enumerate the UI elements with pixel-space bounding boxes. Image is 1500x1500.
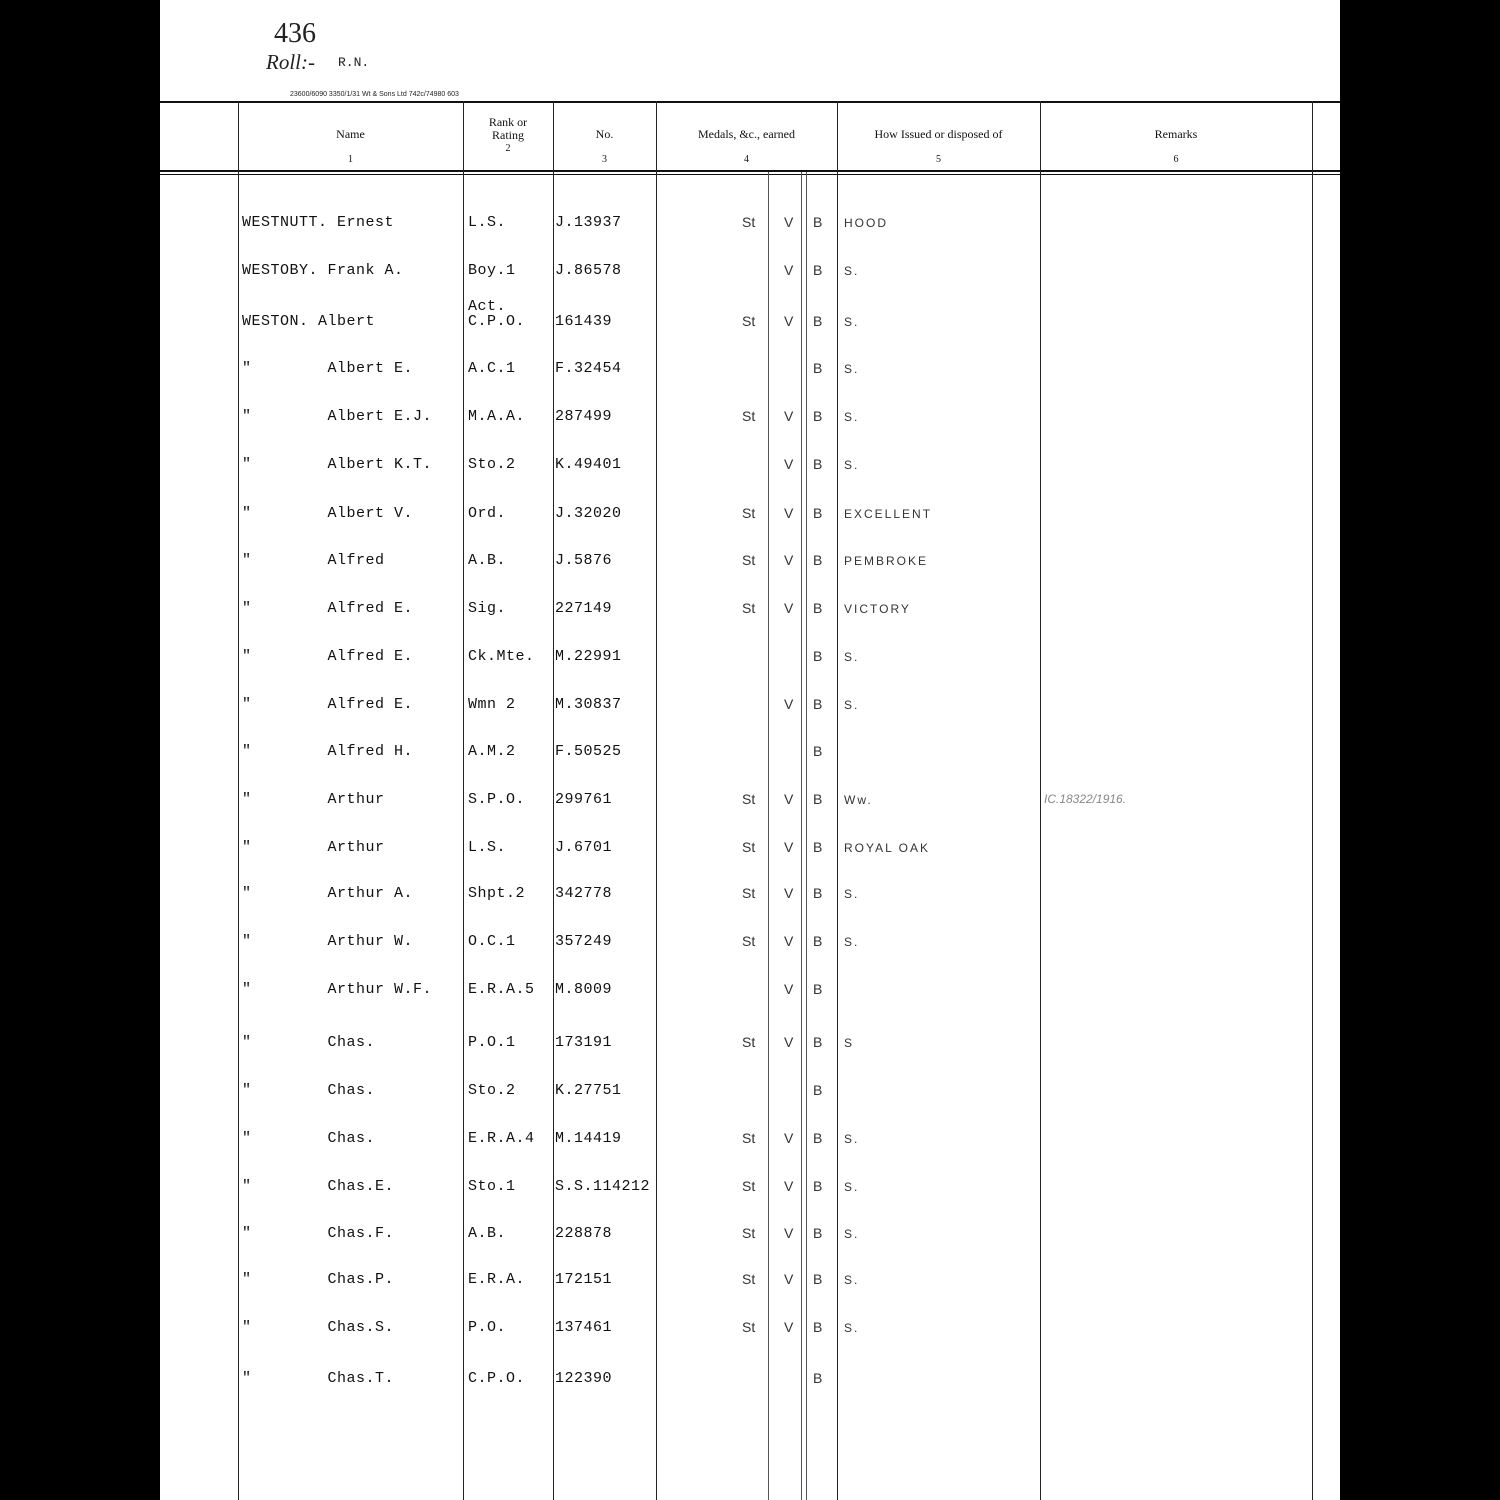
medal-roll-sheet [160, 0, 1340, 1500]
entry-name: " Alfred H. [242, 743, 414, 760]
entry-name: WESTON. Albert [242, 313, 376, 330]
entry-rank: Wmn 2 [468, 696, 516, 713]
col-rule [837, 101, 838, 1500]
medal-star: St [742, 505, 756, 521]
entry-name: " Arthur [242, 791, 385, 808]
print-code: 23600/6090 3350/1/31 Wt & Sons Ltd 742c/74980 603 [290, 91, 459, 98]
medal-victory: V [784, 885, 794, 901]
medal-star: St [742, 791, 756, 807]
medal-british-war: B [813, 313, 823, 329]
medal-star: St [742, 839, 756, 855]
entry-number: M.30837 [555, 696, 622, 713]
entry-number: K.49401 [555, 456, 622, 473]
entry-name: " Chas. [242, 1082, 376, 1099]
medal-star: St [742, 933, 756, 949]
entry-rank: S.P.O. [468, 791, 526, 808]
medal-star: St [742, 885, 756, 901]
medal-british-war: B [813, 791, 823, 807]
entry-rank: A.B. [468, 552, 507, 569]
col-header-name: Name 1 [336, 127, 365, 165]
entry-name: " Chas.E. [242, 1178, 395, 1195]
medal-british-war: B [813, 885, 823, 901]
medal-subcol-rule [806, 172, 807, 1500]
medal-british-war: B [813, 743, 823, 759]
entry-rank: P.O. [468, 1319, 507, 1336]
medal-victory: V [784, 839, 794, 855]
medal-star: St [742, 1130, 756, 1146]
entry-number: J.32020 [555, 505, 622, 522]
entry-number: 227149 [555, 600, 613, 617]
entry-name: " Chas.T. [242, 1370, 395, 1387]
entry-number: 299761 [555, 791, 613, 808]
entry-number: 137461 [555, 1319, 613, 1336]
medal-victory: V [784, 1225, 794, 1241]
entry-rank: Sto.2 [468, 1082, 516, 1099]
entry-name: " Alfred E. [242, 696, 414, 713]
entry-disposal: S. [844, 410, 860, 424]
entry-number: J.13937 [555, 214, 622, 231]
medal-british-war: B [813, 456, 823, 472]
entry-number: 342778 [555, 885, 613, 902]
medal-british-war: B [813, 648, 823, 664]
entry-disposal: Ww. [844, 793, 873, 807]
entry-number: M.22991 [555, 648, 622, 665]
entry-name: " Albert E.J. [242, 408, 433, 425]
medal-victory: V [784, 313, 794, 329]
medal-victory: V [784, 791, 794, 807]
medal-british-war: B [813, 360, 823, 376]
entry-number: F.50525 [555, 743, 622, 760]
entry-name: " Chas.F. [242, 1225, 395, 1242]
entry-rank: E.R.A.5 [468, 981, 535, 998]
medal-victory: V [784, 505, 794, 521]
medal-star: St [742, 552, 756, 568]
medal-subcol-rule [801, 172, 802, 1500]
entry-number: J.5876 [555, 552, 613, 569]
entry-name: WESTNUTT. Ernest [242, 214, 395, 231]
medal-star: St [742, 313, 756, 329]
medal-star: St [742, 408, 756, 424]
entry-rank: Ck.Mte. [468, 648, 535, 665]
medal-british-war: B [813, 408, 823, 424]
entry-rank: Boy.1 [468, 262, 516, 279]
medal-british-war: B [813, 1178, 823, 1194]
entry-name: " Alfred E. [242, 600, 414, 617]
entry-rank: P.O.1 [468, 1034, 516, 1051]
entry-rank: A.B. [468, 1225, 507, 1242]
medal-british-war: B [813, 696, 823, 712]
medal-star: St [742, 1178, 756, 1194]
entry-name: " Alfred E. [242, 648, 414, 665]
entry-number: 173191 [555, 1034, 613, 1051]
col-header-disposal: How Issued or disposed of 5 [874, 127, 1003, 165]
col-header-number: No. 3 [595, 127, 614, 165]
entry-rank-prefix: Act. [468, 298, 507, 315]
medal-british-war: B [813, 981, 823, 997]
entry-number: K.27751 [555, 1082, 622, 1099]
entry-name: WESTOBY. Frank A. [242, 262, 404, 279]
entry-rank: C.P.O. [468, 313, 526, 330]
entry-disposal: PEMBROKE [844, 554, 929, 568]
medal-victory: V [784, 1034, 794, 1050]
medal-star: St [742, 1225, 756, 1241]
entry-disposal: VICTORY [844, 602, 911, 616]
entry-name: " Chas.P. [242, 1271, 395, 1288]
entry-number: 161439 [555, 313, 613, 330]
entry-number: 357249 [555, 933, 613, 950]
entry-name: " Arthur W. [242, 933, 414, 950]
col-rule [463, 101, 464, 1500]
entry-rank: L.S. [468, 214, 507, 231]
medal-victory: V [784, 1271, 794, 1287]
medal-star: St [742, 214, 756, 230]
entry-number: J.86578 [555, 262, 622, 279]
col-header-rank: Rank or Rating 2 [488, 115, 528, 154]
medal-british-war: B [813, 214, 823, 230]
entry-name: " Chas. [242, 1034, 376, 1051]
entry-name: " Arthur A. [242, 885, 414, 902]
entry-rank: E.R.A.4 [468, 1130, 535, 1147]
entry-disposal: S. [844, 1273, 860, 1287]
medal-british-war: B [813, 552, 823, 568]
entry-name: " Chas. [242, 1130, 376, 1147]
entry-rank: C.P.O. [468, 1370, 526, 1387]
entry-name: " Albert K.T. [242, 456, 433, 473]
entry-rank: E.R.A. [468, 1271, 526, 1288]
entry-name: " Alfred [242, 552, 385, 569]
entry-number: 122390 [555, 1370, 613, 1387]
medal-british-war: B [813, 1319, 823, 1335]
entry-number: 228878 [555, 1225, 613, 1242]
entry-number: M.8009 [555, 981, 613, 998]
header-rule [160, 170, 1340, 172]
medal-victory: V [784, 1178, 794, 1194]
medal-british-war: B [813, 1034, 823, 1050]
medal-victory: V [784, 456, 794, 472]
page-number: 436 [274, 18, 316, 49]
entry-rank: Shpt.2 [468, 885, 526, 902]
entry-number: J.6701 [555, 839, 613, 856]
entry-rank: M.A.A. [468, 408, 526, 425]
medal-british-war: B [813, 1225, 823, 1241]
medal-star: St [742, 1271, 756, 1287]
medal-victory: V [784, 1130, 794, 1146]
header-rule-thin [160, 174, 1340, 175]
roll-value: R.N. [338, 55, 370, 70]
entry-name: " Chas.S. [242, 1319, 395, 1336]
medal-british-war: B [813, 839, 823, 855]
entry-disposal: S. [844, 315, 860, 329]
col-rule [553, 101, 554, 1500]
medal-victory: V [784, 552, 794, 568]
entry-number: M.14419 [555, 1130, 622, 1147]
medal-victory: V [784, 600, 794, 616]
entry-rank: Sto.2 [468, 456, 516, 473]
col-rule [1312, 101, 1313, 1500]
entry-disposal: S. [844, 264, 860, 278]
entry-disposal: S. [844, 698, 860, 712]
roll-label: Roll:- [266, 50, 315, 74]
col-rule [656, 101, 657, 1500]
entry-disposal: ROYAL OAK [844, 841, 931, 855]
entry-disposal: S [844, 1036, 855, 1050]
entry-rank: L.S. [468, 839, 507, 856]
medal-british-war: B [813, 505, 823, 521]
entry-rank: A.M.2 [468, 743, 516, 760]
medal-victory: V [784, 262, 794, 278]
entry-disposal: S. [844, 458, 860, 472]
entry-disposal: S. [844, 1227, 860, 1241]
col-rule [1040, 101, 1041, 1500]
entry-rank: O.C.1 [468, 933, 516, 950]
medal-star: St [742, 600, 756, 616]
entry-disposal: S. [844, 1321, 860, 1335]
medal-victory: V [784, 214, 794, 230]
entry-disposal: S. [844, 1132, 860, 1146]
entry-remarks: IC.18322/1916. [1044, 792, 1127, 806]
col-header-medals: Medals, &c., earned 4 [698, 127, 795, 165]
entry-disposal: EXCELLENT [844, 507, 933, 521]
top-rule [160, 101, 1340, 103]
entry-rank: Sig. [468, 600, 507, 617]
entry-name: " Arthur W.F. [242, 981, 433, 998]
medal-victory: V [784, 696, 794, 712]
medal-british-war: B [813, 600, 823, 616]
entry-disposal: S. [844, 1180, 860, 1194]
entry-disposal: S. [844, 887, 860, 901]
entry-number: 172151 [555, 1271, 613, 1288]
medal-british-war: B [813, 933, 823, 949]
medal-victory: V [784, 981, 794, 997]
entry-rank: Sto.1 [468, 1178, 516, 1195]
entry-disposal: HOOD [844, 216, 888, 230]
entry-rank: A.C.1 [468, 360, 516, 377]
entry-number: S.S.114212 [555, 1178, 651, 1195]
entry-name: " Arthur [242, 839, 385, 856]
medal-victory: V [784, 1319, 794, 1335]
entry-name: " Albert V. [242, 505, 414, 522]
medal-victory: V [784, 408, 794, 424]
entry-number: F.32454 [555, 360, 622, 377]
medal-british-war: B [813, 1130, 823, 1146]
medal-british-war: B [813, 1082, 823, 1098]
medal-star: St [742, 1034, 756, 1050]
col-header-remarks: Remarks 6 [1154, 127, 1198, 165]
entry-number: 287499 [555, 408, 613, 425]
medal-victory: V [784, 933, 794, 949]
entry-disposal: S. [844, 935, 860, 949]
medal-british-war: B [813, 1370, 823, 1386]
medal-subcol-rule [768, 172, 769, 1500]
col-rule [238, 101, 239, 1500]
entry-disposal: S. [844, 650, 860, 664]
entry-name: " Albert E. [242, 360, 414, 377]
entry-rank: Ord. [468, 505, 507, 522]
medal-british-war: B [813, 1271, 823, 1287]
medal-british-war: B [813, 262, 823, 278]
medal-star: St [742, 1319, 756, 1335]
entry-disposal: S. [844, 362, 860, 376]
